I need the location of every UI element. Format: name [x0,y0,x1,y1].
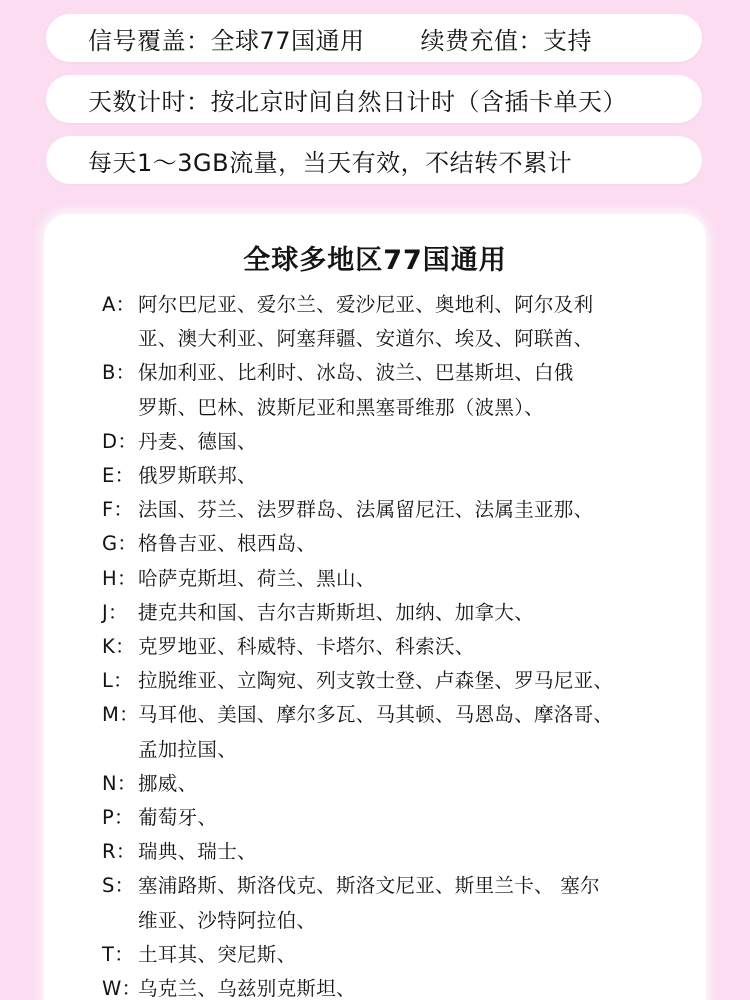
card-title: 全球多地区77国通用 [243,245,507,276]
country-group-names [138,425,702,459]
country-group-letter: T： [102,942,135,966]
country-group-row [102,356,702,424]
country-group-row [102,459,702,493]
country-group-row [102,972,702,1000]
country-group-names [138,698,702,766]
country-group-letter: N： [102,771,137,795]
country-names-line: 丹麦、德国、 [138,429,257,453]
country-names-line: 拉脱维亚、立陶宛、列支敦士登、卢森堡、罗马尼亚、 [138,669,614,693]
country-group-letter: H： [102,566,137,590]
country-list-card [44,214,706,1000]
country-group-letter: K： [102,635,135,659]
country-group-names [138,630,702,664]
country-group-letter: P： [102,806,134,830]
country-group-names [138,459,702,493]
country-group-names [138,938,702,972]
country-names-line: 挪威、 [138,771,198,795]
country-names-line: 亚、澳大利亚、阿塞拜疆、安道尔、埃及、阿联酋、 [138,327,594,351]
country-group-row [102,425,702,459]
country-group-letter: W： [102,977,142,1000]
country-group-row [102,869,702,937]
country-group-row [102,938,702,972]
country-names-line: 俄罗斯联邦、 [138,464,257,488]
country-names-line: 葡萄牙、 [138,806,218,830]
country-group-row [102,767,702,801]
country-group-names [138,835,702,869]
country-group-row [102,596,702,630]
country-group-letter: J： [102,600,128,624]
country-group-letter: M： [102,703,139,727]
country-names-line: 孟加拉国、 [138,737,238,761]
country-group-row [102,527,702,561]
country-group-names [138,596,702,630]
info-pill-day-timing [46,75,702,123]
country-group-letter: E： [102,464,135,488]
country-list [102,288,702,1000]
country-group-row [102,288,702,356]
info-pill-data-allowance [46,136,702,184]
info-pill-coverage [46,14,702,62]
country-group-letter: S： [102,874,135,898]
country-group-names [138,972,702,1000]
country-group-names [138,664,702,698]
country-group-row [102,630,702,664]
day-timing-text: 天数计时：按北京时间自然日计时（含插卡单天） [88,87,627,116]
coverage-text: 信号覆盖：全球77国通用 [88,26,365,55]
country-group-row [102,801,702,835]
country-group-names [138,869,702,937]
country-group-letter: L： [102,669,133,693]
country-group-names [138,767,702,801]
country-group-row [102,664,702,698]
country-names-line: 法国、芬兰、法罗群岛、法属留尼汪、法属圭亚那、 [138,498,594,522]
country-names-line: 马耳他、美国、摩尔多瓦、马其顿、马恩岛、摩洛哥、 [138,703,614,727]
country-names-line: 阿尔巴尼亚、爱尔兰、爱沙尼亚、奥地利、阿尔及利 [138,293,594,316]
country-group-names [138,493,702,527]
country-group-letter: F： [102,498,134,522]
country-names-line: 乌克兰、乌兹别克斯坦、 [138,977,356,1000]
country-names-line: 维亚、沙特阿拉伯、 [138,908,317,932]
country-group-row [102,562,702,596]
country-group-names [138,356,702,424]
renewal-text: 续费充值：支持 [420,26,593,55]
country-group-letter: A： [102,293,136,316]
country-group-row [102,835,702,869]
country-group-row [102,493,702,527]
country-group-names [138,801,702,835]
country-group-letter: B： [102,361,136,385]
country-group-letter: D： [102,429,138,453]
data-allowance-text: 每天1～3GB流量，当天有效，不结转不累计 [88,148,573,177]
country-names-line: 格鲁吉亚、根西岛、 [138,532,317,556]
country-group-letter: G： [102,532,138,556]
country-names-line: 哈萨克斯坦、荷兰、黑山、 [138,566,376,590]
country-group-row [102,698,702,766]
country-names-line: 土耳其、突尼斯、 [138,942,297,966]
country-names-line: 保加利亚、比利时、冰岛、波兰、巴基斯坦、白俄 [138,361,574,385]
country-names-line: 塞浦路斯、斯洛伐克、斯洛文尼亚、斯里兰卡、 塞尔 [138,874,600,898]
country-names-line: 克罗地亚、科威特、卡塔尔、科索沃、 [138,635,475,659]
country-group-names [138,562,702,596]
country-names-line: 瑞典、瑞士、 [138,840,257,864]
country-names-line: 罗斯、巴林、波斯尼亚和黑塞哥维那（波黑）、 [138,395,545,419]
country-group-names [138,288,702,356]
country-names-line: 捷克共和国、吉尔吉斯斯坦、加纳、加拿大、 [138,600,535,624]
country-group-letter: R： [102,840,136,864]
country-group-names [138,527,702,561]
